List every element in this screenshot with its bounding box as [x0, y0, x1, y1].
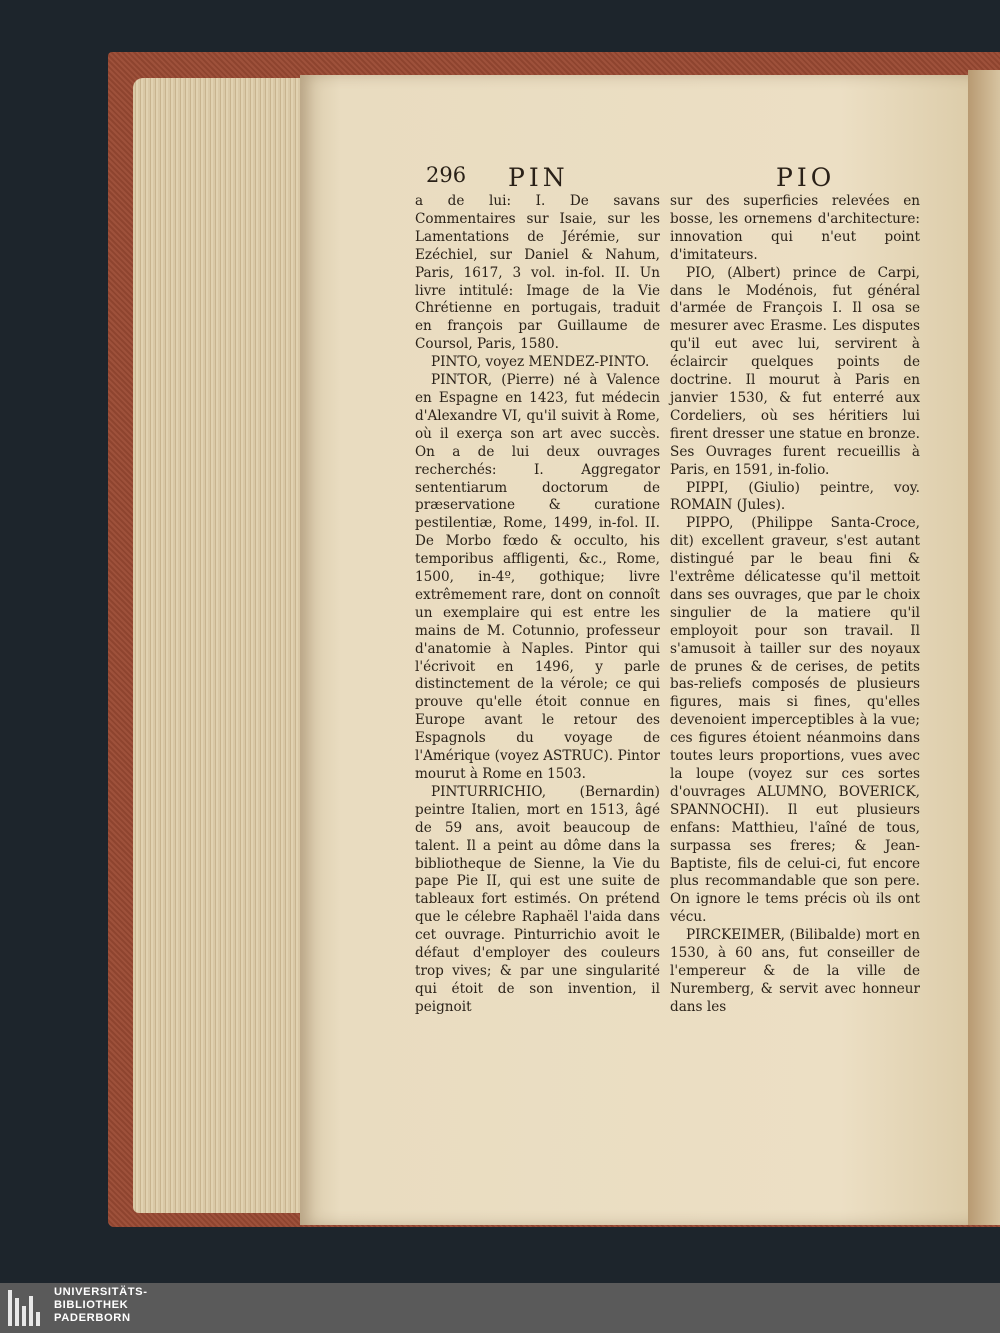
entry-pirckeimer: PIRCKEIMER, (Bilibalde) mort en 1530, à 60 ans, fut conseiller de l'empereur & de la ville de Nuremberg, & servit avec honneur dans les [670, 927, 920, 1015]
entry-pio: PIO, (Albert) prince de Carpi, dans le Modénois, fut général d'armée de François I. Il osa se mesurer avec Erasme. Les disputes qu'il eut avec lui, servirent à éclaircir quelques points de doctrine. Il mourut à Paris en janvier 1530, & fut enterré aux Cordeliers, où ses héritiers lui firent dresser une statue en bronze. Ses Ouvrages furent recueillis à Paris, en 1591, in-folio. [670, 264, 920, 478]
running-head-right: PIO [776, 163, 836, 192]
running-head-left: PIN [508, 163, 569, 192]
library-name-line3: PADERBORN [54, 1312, 131, 1324]
entry-pinturrichio: PINTURRICHIO, (Bernardin) peintre Italien, mort en 1513, âgé de 59 ans, avoit beaucoup de talent. Il a peint au dôme dans la bibliotheque de Sienne, la Vie du pape Pie II, qui est une suite de tableaux fort estimés. On prétend que le célebre Raphaël l'aida dans cet ouvrage. Pinturrichio avoit le défaut d'employer des couleurs trop vives; & par une singularité qui étoit de son invention, il peignoit [415, 783, 660, 1015]
entry-pippi: PIPPI, (Giulio) peintre, voy. ROMAIN (Jules). [670, 479, 920, 514]
library-footer [0, 1283, 1000, 1333]
library-logo-icon [8, 1290, 48, 1326]
entry-pintor: PINTOR, (Pierre) né à Valence en Espagne en 1423, fut médecin d'Alexandre VI, qu'il suivit à Rome, où il exerça son art avec succès. On a de lui deux ouvrages recherchés: I. Aggregator sententiarum doctorum de præservatione & curatione pestilentiæ, Rome, 1499, in-fol. II. De Morbo fœdo & occulto, his temporibus affligenti, &c., Rome, 1500, in-4º, gothique; livre extrêmement rare, dont on connoît un exemplaire qui est entre les mains de M. Cotunnio, professeur d'anatomie à Naples. Pintor qui l'écrivoit en 1496, y parle distinctement de la vérole; ce qui prouve qu'elle étoit connue en Europe avant le retour des Espagnols du voyage de l'Amérique (voyez ASTRUC). Pintor mourut à Rome en 1503. [415, 372, 660, 782]
library-name-line2: BIBLIOTHEK [54, 1299, 129, 1311]
right-text-column [670, 193, 920, 1017]
entry-pinto: PINTO, voyez MENDEZ-PINTO. [431, 354, 650, 371]
library-name-line1: UNIVERSITÄTS- [54, 1286, 148, 1298]
left-text-column [415, 193, 660, 1017]
facing-page-edge [968, 70, 1000, 1225]
paragraph: sur des superficies relevées en bosse, les ornemens d'architecture: innovation qui n'eut point d'imitateurs. [670, 193, 920, 263]
page-number: 296 [426, 163, 467, 187]
library-name [54, 1286, 148, 1325]
page-edges [133, 78, 305, 1213]
paragraph: a de lui: I. De savans Commentaires sur Isaie, sur les Lamentations de Jérémie, sur Ezéchiel, sur Daniel & Nahum, Paris, 1617, 3 vol. in-fol. II. Un livre intitulé: Image de la Vie Chrétienne en portugais, traduit en françois par Guillaume de Coursol, Paris, 1580. [415, 193, 660, 353]
running-header [418, 163, 928, 193]
entry-pippo: PIPPO, (Philippe Santa-Croce, dit) excellent graveur, s'est autant distingué par le beau fini & l'extrême délicatesse qu'il mettoit dans ses ouvrages, que par le choix singulier de la matiere qu'il employoit pour son travail. Il s'amusoit à tailler sur des noyaux de prunes & de cerises, de petits bas-reliefs composés de plusieurs figures, mais si fines, qu'elles devenoient imperceptibles à la vue; ces figures étoient néanmoins dans toutes leurs proportions, vues avec la loupe (voyez sur ces sortes d'ouvrages ALUMNO, BOVERICK, SPANNOCHI). Il eut plusieurs enfans: Matthieu, l'aîné de tous, surpassa ses freres; & Jean-Baptiste, fils de celui-ci, fut encore plus recommandable que son pere. On ignore le tems précis où ils ont vécu. [670, 515, 920, 926]
